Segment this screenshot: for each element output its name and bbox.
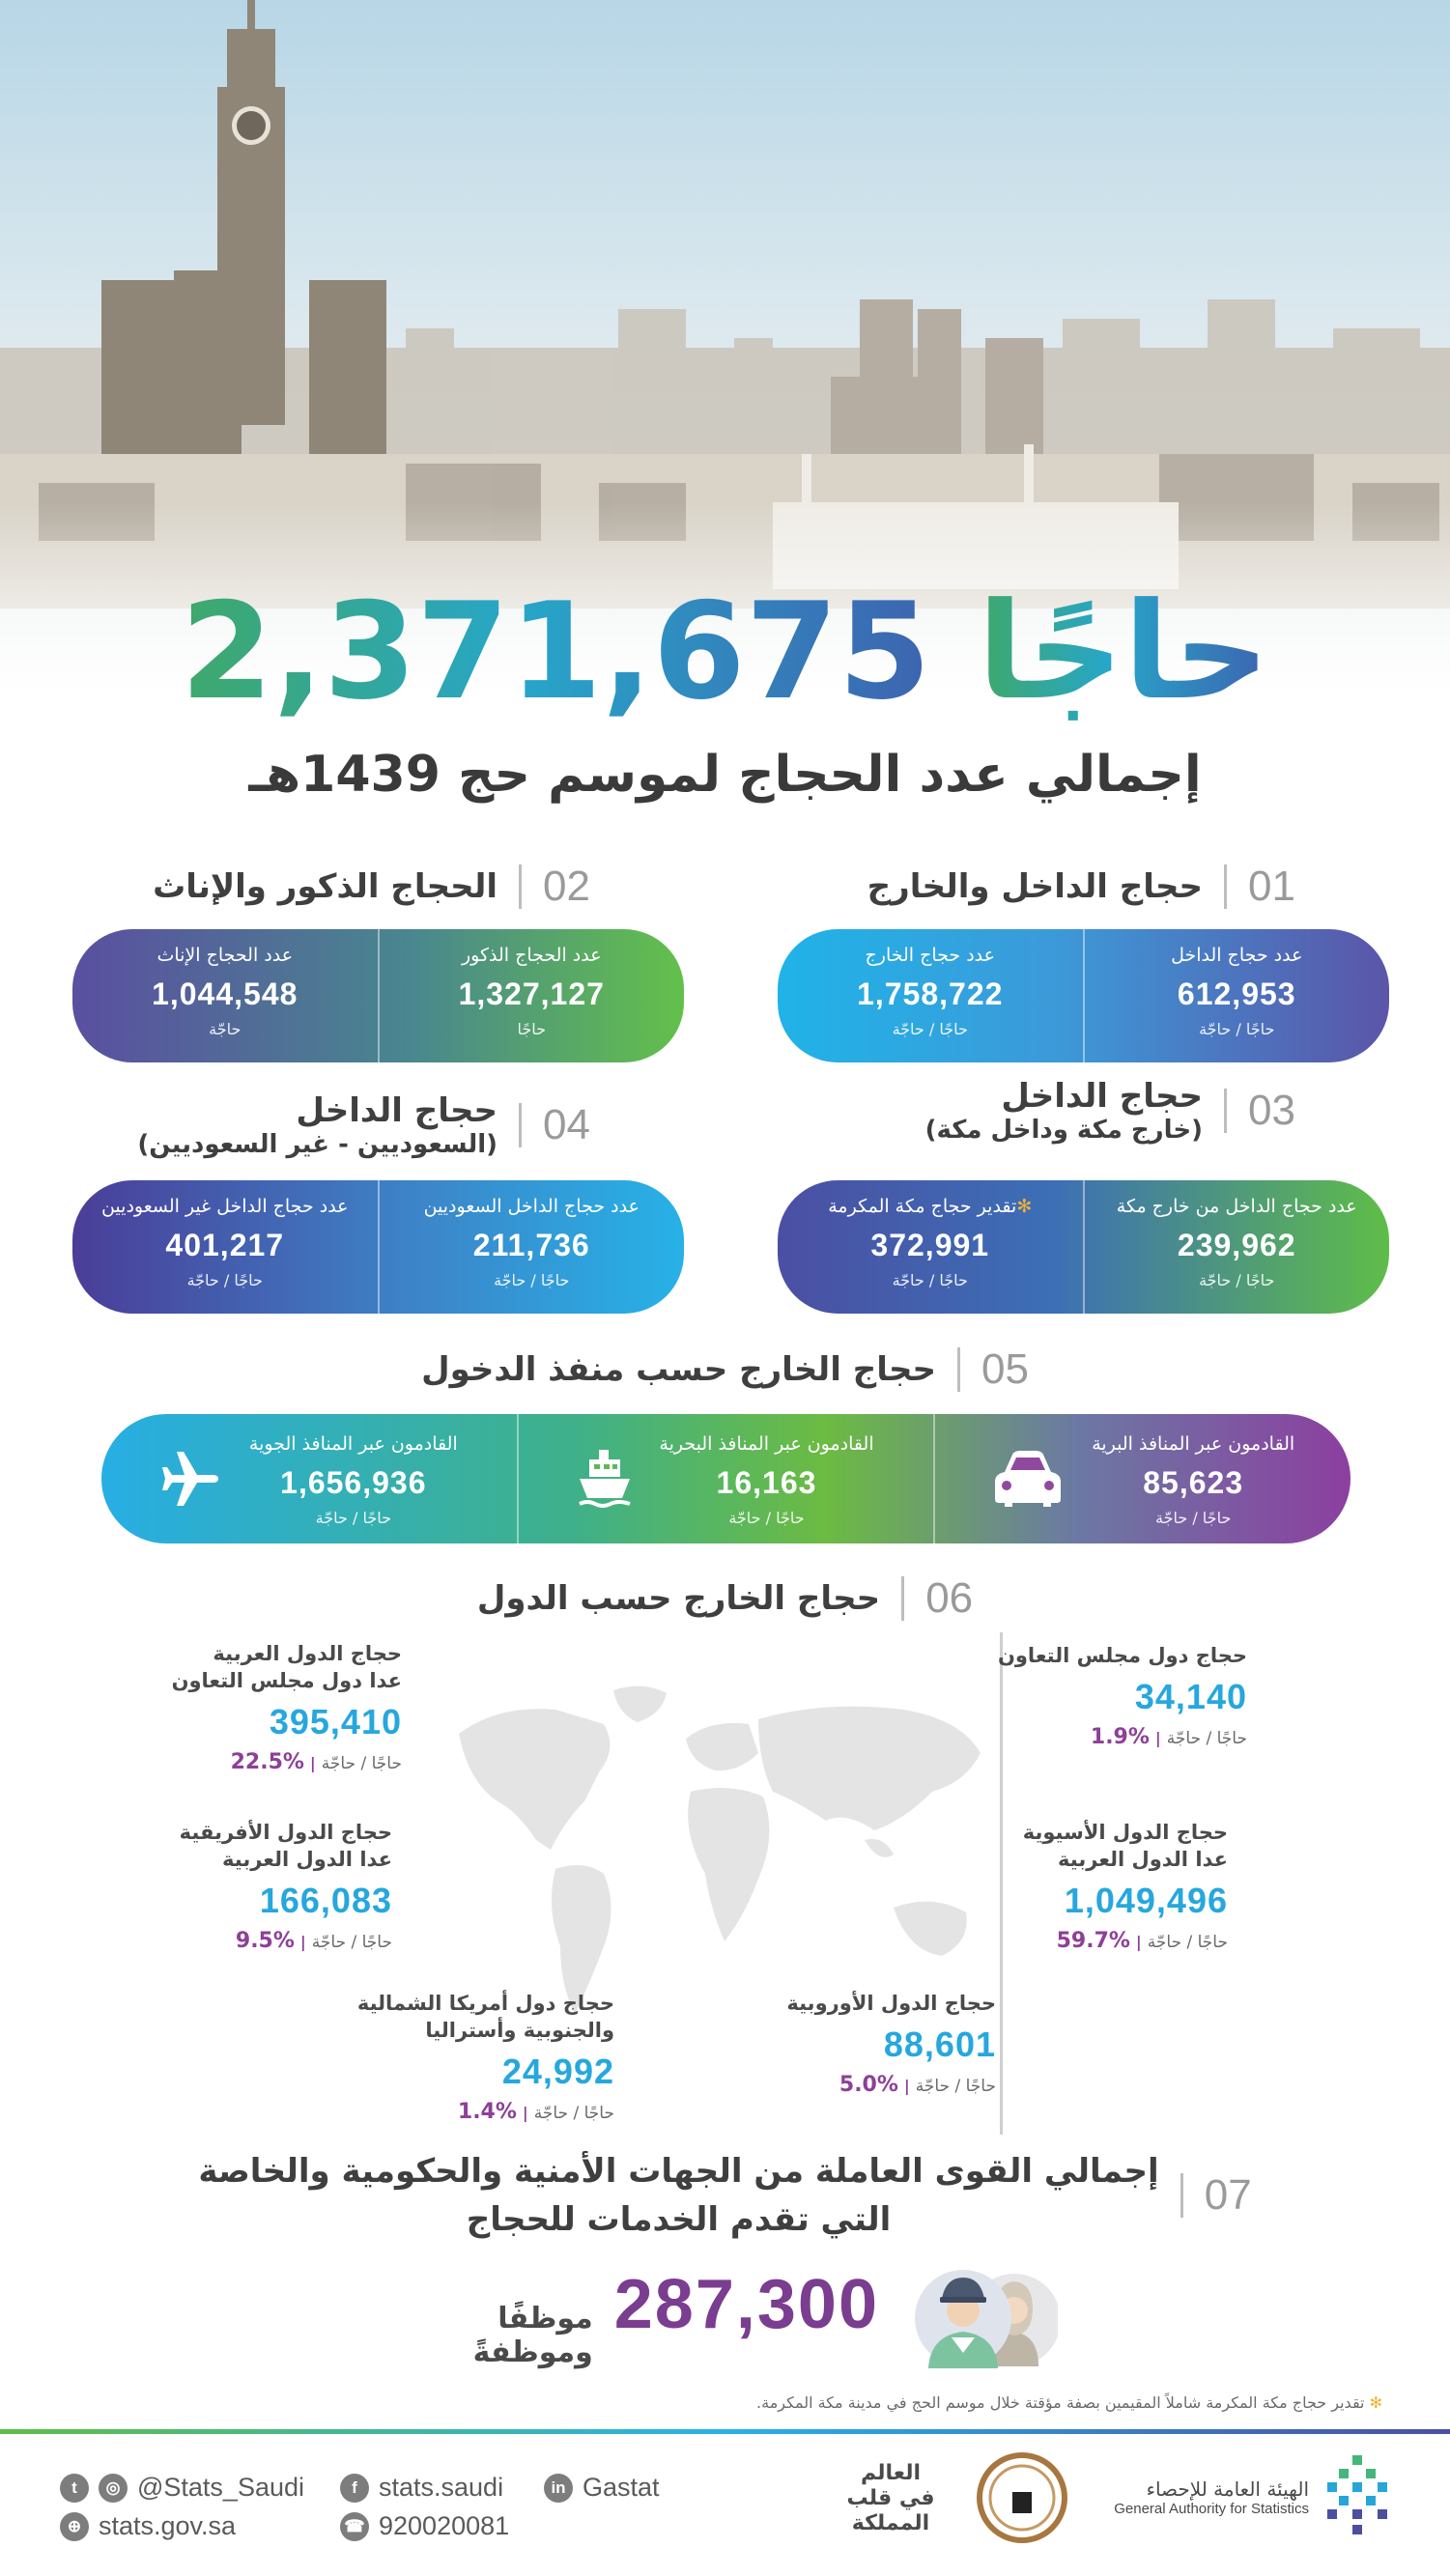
section-title: حجاج الداخل والخارج xyxy=(867,867,1204,906)
country-europe: حجاج الدول الأوروبية 88,601 حاجًا / حاجّة|%5.0 xyxy=(610,1990,996,2097)
stat-label: عدد الحجاج الذكور xyxy=(461,945,602,966)
workforce-value: 287,300 xyxy=(613,2266,879,2343)
foreign-pilgrims-cell xyxy=(778,929,1085,1062)
stat-unit: حاجًا / حاجّة xyxy=(186,1271,263,1289)
divider xyxy=(957,1347,960,1392)
country-value: 166,083 xyxy=(259,1881,392,1920)
section-number: 04 xyxy=(543,1101,590,1148)
authority-english: General Authority for Statistics xyxy=(1114,2501,1309,2517)
domestic-pilgrims-cell xyxy=(1085,929,1390,1062)
car-icon xyxy=(991,1449,1065,1509)
linkedin-link[interactable] xyxy=(544,2473,660,2503)
footnote-asterisk-icon: ✻ xyxy=(1016,1196,1033,1217)
outside-makkah-cell xyxy=(1085,1180,1390,1314)
makkah-estimate-cell xyxy=(778,1180,1085,1314)
country-percent: %9.5 xyxy=(235,1929,295,1953)
country-value: 24,992 xyxy=(501,2052,614,2091)
divider xyxy=(1224,864,1227,909)
section-title: حجاج الخارج حسب الدول xyxy=(476,1579,881,1618)
country-value: 1,049,496 xyxy=(1064,1881,1228,1920)
stat-unit: حاجًا / حاجّة xyxy=(494,1271,570,1289)
phone-icon: ☎ xyxy=(340,2512,369,2541)
section-subtitle: (خارج مكة وداخل مكة) xyxy=(924,1116,1204,1145)
instagram-icon: ◎ xyxy=(99,2474,128,2503)
section-05-header xyxy=(0,1345,1450,1394)
headline-subtitle: إجمالي عدد الحجاج لموسم حج 1439هـ xyxy=(248,746,1202,804)
stat-unit: حاجًا / حاجّة xyxy=(892,1271,968,1289)
stat-unit: حاجّة xyxy=(209,1020,242,1038)
non-saudi-pilgrims-cell xyxy=(72,1180,380,1314)
country-label: حجاج الدول الأسيوية xyxy=(1022,1821,1228,1844)
footnote xyxy=(756,2393,1382,2412)
section-title: إجمالي القوى العاملة من الجهات الأمنية والحكومية والخاصة xyxy=(198,2152,1159,2191)
country-percent: %22.5 xyxy=(230,1750,304,1774)
stat-label: عدد حجاج الخارج xyxy=(865,945,995,966)
section-number: 05 xyxy=(981,1345,1029,1393)
country-label: حجاج الدول الأفريقية xyxy=(179,1821,392,1844)
stat-unit: حاجًا / حاجّة xyxy=(315,1508,391,1527)
total-pilgrims-word: حاجًا xyxy=(977,574,1270,729)
air-ports-cell xyxy=(101,1414,519,1543)
stat-value: 401,217 xyxy=(165,1228,285,1262)
country-label: حجاج دول مجلس التعاون xyxy=(997,1644,1247,1667)
country-value: 34,140 xyxy=(1134,1677,1247,1716)
section-number: 06 xyxy=(925,1574,974,1622)
authority-arabic: الهيئة العامة للإحصاء xyxy=(1146,2477,1309,2501)
footer-divider xyxy=(0,2429,1450,2434)
facebook-icon: f xyxy=(340,2474,369,2503)
ship-icon xyxy=(578,1448,632,1510)
country-unit: حاجًا / حاجّة xyxy=(321,1754,402,1773)
country-unit: حاجًا / حاجّة xyxy=(915,2077,996,2096)
country-gcc: حجاج دول مجلس التعاون 34,140 حاجًا / حاجّة|%1.9 xyxy=(861,1642,1247,1749)
stat-unit: حاجًا xyxy=(517,1020,547,1038)
stat-value: 85,623 xyxy=(1143,1464,1244,1500)
country-americas: حجاج دول أمريكا الشمالية والجنوبية وأستراليا 24,992 حاجًا / حاجّة|%1.4 xyxy=(228,1990,614,2124)
section-title: الحجاج الذكور والإناث xyxy=(153,867,498,906)
total-pilgrims-headline xyxy=(0,574,1450,729)
sea-ports-cell xyxy=(519,1414,936,1543)
divider xyxy=(519,1103,522,1147)
linkedin-icon: in xyxy=(544,2474,573,2503)
section-title: حجاج الخارج حسب منفذ الدخول xyxy=(421,1350,936,1389)
website-text[interactable]: stats.gov.sa xyxy=(99,2511,237,2540)
section-02-header xyxy=(153,863,590,911)
female-pilgrims-cell xyxy=(72,929,380,1062)
country-percent: %5.0 xyxy=(839,2073,898,2097)
stat-unit: حاجًا / حاجّة xyxy=(892,1020,968,1038)
male-pilgrims-cell xyxy=(380,929,685,1062)
stat-label: القادمون عبر المنافذ الجوية xyxy=(248,1432,458,1455)
country-africa: حجاج الدول الأفريقية عدا الدول العربية 166,083 حاجًا / حاجّة|%9.5 xyxy=(6,1819,392,1953)
section-number: 03 xyxy=(1248,1087,1295,1134)
authority-name xyxy=(1106,2477,1309,2517)
section-01-header xyxy=(867,863,1295,911)
stat-label: عدد حجاج الداخل غير السعوديين xyxy=(100,1196,349,1217)
country-asia: حجاج الدول الأسيوية عدا الدول العربية 1,049,496 حاجًا / حاجّة|%59.7 xyxy=(841,1819,1228,1953)
workforce-total xyxy=(377,2265,879,2369)
stat-label: عدد حجاج الداخل السعوديين xyxy=(423,1196,640,1217)
country-percent: %59.7 xyxy=(1056,1929,1130,1953)
vision-2030-logo xyxy=(974,2449,1070,2550)
workers-avatars-icon xyxy=(913,2260,1058,2380)
section-04-card xyxy=(72,1180,684,1314)
section-number: 02 xyxy=(543,863,590,910)
section-title: حجاج الداخل xyxy=(1001,1077,1204,1116)
stat-value: 211,736 xyxy=(472,1228,590,1262)
country-percent: %1.9 xyxy=(1090,1725,1150,1749)
stat-label: ✻تقدير حجاج مكة المكرمة xyxy=(828,1196,1033,1217)
stat-value: 16,163 xyxy=(716,1464,817,1500)
section-05-card xyxy=(101,1414,1350,1543)
section-title: حجاج الداخل xyxy=(296,1091,498,1130)
slogan-line-1: العالم xyxy=(861,2461,921,2485)
twitter-icon: t xyxy=(60,2474,89,2503)
stat-value: 1,656,936 xyxy=(280,1464,427,1500)
stat-value: 1,044,548 xyxy=(152,977,299,1011)
facebook-text[interactable]: stats.saudi xyxy=(379,2473,504,2502)
section-03-card xyxy=(778,1180,1389,1314)
country-label-2: عدا الدول العربية xyxy=(222,1848,392,1871)
country-value: 395,410 xyxy=(269,1702,402,1741)
stat-label: القادمون عبر المنافذ البرية xyxy=(1092,1432,1295,1455)
saudi-pilgrims-cell xyxy=(380,1180,685,1314)
section-02-card xyxy=(72,929,684,1062)
gastat-logo-icon xyxy=(1323,2453,1393,2544)
stat-label: عدد حجاج الداخل xyxy=(1171,945,1303,966)
divider xyxy=(901,1576,904,1621)
stat-value: 1,327,127 xyxy=(458,977,605,1011)
stat-label: عدد حجاج الداخل من خارج مكة xyxy=(1116,1196,1357,1217)
website-link[interactable] xyxy=(60,2511,236,2541)
country-value: 88,601 xyxy=(883,2024,996,2064)
workforce-unit: موظفًا وموظفةً xyxy=(472,2302,593,2369)
section-04-header xyxy=(137,1091,590,1159)
stat-value: 372,991 xyxy=(870,1228,990,1262)
slogan-line-3: المملكة xyxy=(851,2511,930,2535)
section-number: 07 xyxy=(1204,2171,1252,2219)
slogan-line-2: في قلب xyxy=(846,2486,935,2510)
divider xyxy=(1224,1089,1227,1133)
country-label: حجاج دول أمريكا الشمالية xyxy=(356,1992,614,2015)
land-ports-cell xyxy=(935,1414,1350,1543)
country-label: حجاج الدول الأوروبية xyxy=(786,1992,996,2015)
stat-label: القادمون عبر المنافذ البحرية xyxy=(659,1432,874,1455)
total-pilgrims-number: 2,371,675 xyxy=(180,574,931,729)
stat-unit: حاجًا / حاجّة xyxy=(728,1508,805,1527)
stat-value: 1,758,722 xyxy=(857,977,1004,1011)
section-03-header xyxy=(925,1077,1295,1145)
twitter-handle[interactable]: @Stats_Saudi xyxy=(137,2473,305,2502)
country-arab: حجاج الدول العربية عدا دول مجلس التعاون 395,410 حاجًا / حاجّة|%22.5 xyxy=(15,1640,402,1774)
section-01-card xyxy=(778,929,1389,1062)
stat-value: 612,953 xyxy=(1177,977,1296,1011)
country-unit: حاجًا / حاجّة xyxy=(1147,1933,1228,1952)
phone-text[interactable]: 920020081 xyxy=(379,2511,510,2540)
airplane-icon xyxy=(160,1448,222,1510)
footnote-asterisk-icon: ✻ xyxy=(1369,2393,1382,2412)
phone-link[interactable] xyxy=(340,2511,509,2541)
section-06-header xyxy=(0,1574,1450,1623)
divider xyxy=(1180,2173,1183,2218)
country-unit: حاجًا / حاجّة xyxy=(533,2104,614,2123)
country-label: حجاج الدول العربية xyxy=(213,1642,402,1665)
stat-unit: حاجًا / حاجّة xyxy=(1199,1020,1275,1038)
country-percent: %1.4 xyxy=(457,2100,517,2124)
stat-label: عدد الحجاج الإناث xyxy=(156,945,294,966)
country-label-2: والجنوبية وأستراليا xyxy=(425,2019,614,2042)
linkedin-text[interactable]: Gastat xyxy=(583,2473,660,2502)
stat-value: 239,962 xyxy=(1177,1228,1296,1262)
stat-unit: حاجًا / حاجّة xyxy=(1199,1271,1275,1289)
divider xyxy=(519,864,522,909)
stat-unit: حاجًا / حاجّة xyxy=(1155,1508,1232,1527)
globe-icon: ⊕ xyxy=(60,2512,89,2541)
country-label-2: عدا الدول العربية xyxy=(1058,1848,1228,1871)
section-title-2: التي تقدم الخدمات للحجاج xyxy=(466,2200,892,2239)
twitter-instagram-handle[interactable] xyxy=(60,2473,304,2503)
facebook-link[interactable] xyxy=(340,2473,503,2503)
country-unit: حاجًا / حاجّة xyxy=(311,1933,392,1952)
section-subtitle: (السعوديين - غير السعوديين) xyxy=(137,1130,498,1159)
slogan-logo xyxy=(833,2461,949,2536)
country-unit: حاجًا / حاجّة xyxy=(1166,1729,1247,1748)
footnote-text: تقدير حجاج مكة المكرمة شاملاً المقيمين بصفة مؤقتة خلال موسم الحج في مدينة مكة المكرمة. xyxy=(756,2393,1365,2412)
section-number: 01 xyxy=(1248,863,1295,910)
section-07-header xyxy=(0,2152,1450,2239)
country-label-2: عدا دول مجلس التعاون xyxy=(171,1669,402,1692)
